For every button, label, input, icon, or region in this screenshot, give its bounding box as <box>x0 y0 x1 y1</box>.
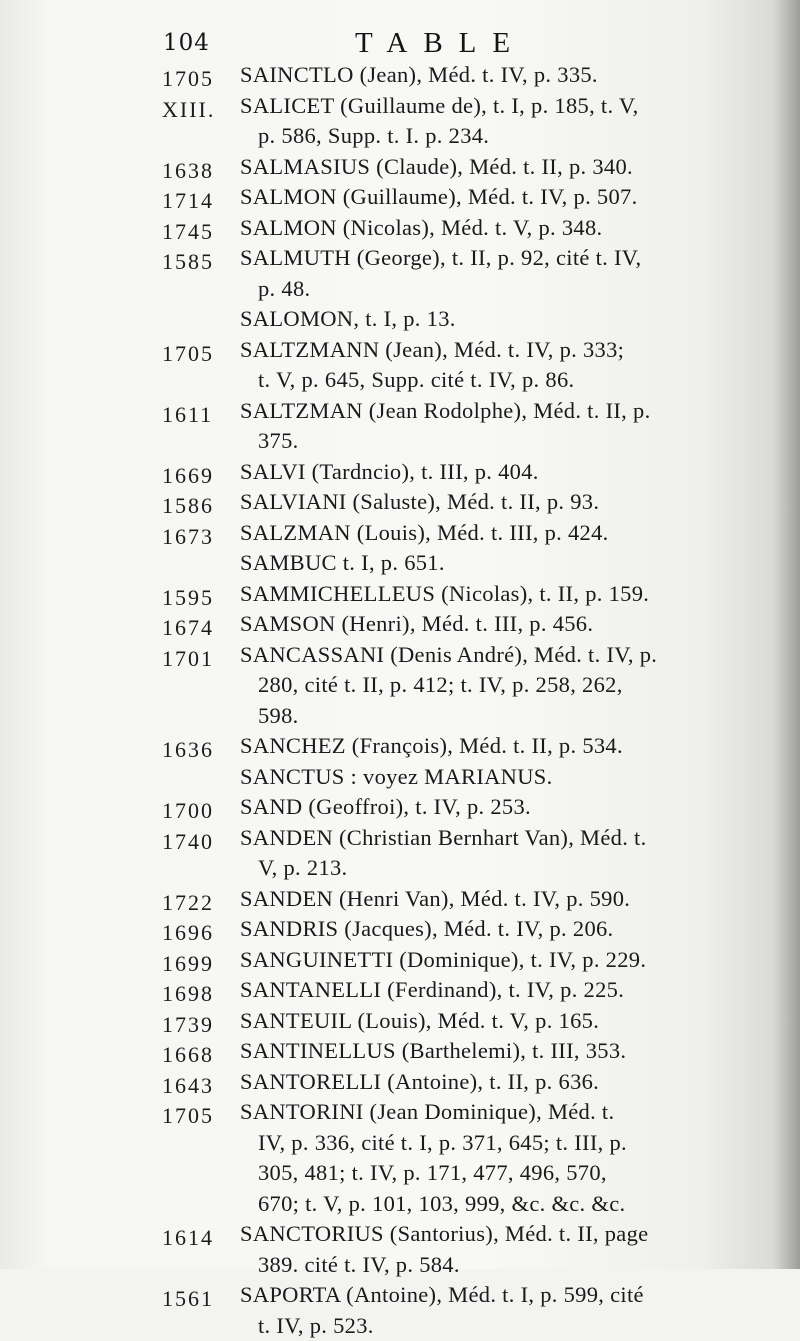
entry-text: SANTORELLI (Antoine), t. II, p. 636. <box>240 1067 770 1098</box>
entry-text: SANCASSANI (Denis André), Méd. t. IV, p. <box>240 640 770 671</box>
entry-year: 1643 <box>162 1073 214 1099</box>
entry-text: SAMBUC t. I, p. 651. <box>240 548 770 579</box>
index-entry <box>0 243 800 304</box>
index-entry <box>0 396 800 457</box>
entry-year: 1638 <box>162 158 214 184</box>
entry-text: SANDEN (Henri Van), Méd. t. IV, p. 590. <box>240 884 770 915</box>
entry-text: SALVIANI (Saluste), Méd. t. II, p. 93. <box>240 487 770 518</box>
entry-text: SANTEUIL (Louis), Méd. t. V, p. 165. <box>240 1006 770 1037</box>
index-entry <box>0 60 800 91</box>
index-entry <box>0 1280 800 1341</box>
entry-year: 1614 <box>162 1225 214 1251</box>
entry-year: 1698 <box>162 981 214 1007</box>
entry-continuation: 598. <box>258 701 788 732</box>
entry-text: SANCHEZ (François), Méd. t. II, p. 534. <box>240 731 770 762</box>
entry-year: 1739 <box>162 1012 214 1038</box>
entry-continuation: 670; t. V, p. 101, 103, 999, &c. &c. &c. <box>258 1189 788 1220</box>
entry-text: SAND (Geoffroi), t. IV, p. 253. <box>240 792 770 823</box>
entry-year: 1595 <box>162 585 214 611</box>
entry-text: SAMMICHELLEUS (Nicolas), t. II, p. 159. <box>240 579 770 610</box>
entry-continuation: IV, p. 336, cité t. I, p. 371, 645; t. III, p. <box>258 1128 788 1159</box>
index-entry <box>0 335 800 396</box>
entry-year: 1611 <box>162 402 213 428</box>
entry-year: 1745 <box>162 219 214 245</box>
entry-text: SALMON (Guillaume), Méd. t. IV, p. 507. <box>240 182 770 213</box>
index-entry <box>0 457 800 488</box>
index-entry <box>0 213 800 244</box>
entry-text: SAPORTA (Antoine), Méd. t. I, p. 599, cité <box>240 1280 770 1311</box>
entry-text: SANTINELLUS (Barthelemi), t. III, 353. <box>240 1036 770 1067</box>
entry-text: SANGUINETTI (Dominique), t. IV, p. 229. <box>240 945 770 976</box>
entry-year: 1561 <box>162 1286 214 1312</box>
entry-text: SANDEN (Christian Bernhart Van), Méd. t. <box>240 823 770 854</box>
page-number: 104 <box>163 30 210 56</box>
index-entry <box>0 579 800 610</box>
entry-continuation: 389. cité t. IV, p. 584. <box>258 1250 788 1281</box>
entry-year: 1705 <box>162 341 214 367</box>
index-entry <box>0 1097 800 1219</box>
index-entry <box>0 884 800 915</box>
entry-text: SANDRIS (Jacques), Méd. t. IV, p. 206. <box>240 914 770 945</box>
index-entry <box>0 945 800 976</box>
index-entry <box>0 762 800 793</box>
entry-continuation: 305, 481; t. IV, p. 171, 477, 496, 570, <box>258 1158 788 1189</box>
entry-text: SALVI (Tardncio), t. III, p. 404. <box>240 457 770 488</box>
entry-year: 1668 <box>162 1042 214 1068</box>
index-entry <box>0 1006 800 1037</box>
index-entry <box>0 182 800 213</box>
entry-year: 1722 <box>162 890 214 916</box>
index-entry <box>0 609 800 640</box>
entry-year: 1705 <box>162 66 214 92</box>
entry-text: SALTZMANN (Jean), Méd. t. IV, p. 333; <box>240 335 770 366</box>
entry-year: 1696 <box>162 920 214 946</box>
entry-text: SALZMAN (Louis), Méd. t. III, p. 424. <box>240 518 770 549</box>
entry-continuation: t. V, p. 645, Supp. cité t. IV, p. 86. <box>258 365 788 396</box>
index-entry <box>0 548 800 579</box>
index-entry <box>0 91 800 152</box>
index-entry <box>0 792 800 823</box>
entry-continuation: 375. <box>258 426 788 457</box>
index-entry <box>0 1036 800 1067</box>
entry-year: 1673 <box>162 524 214 550</box>
entry-text: SANCTORIUS (Santorius), Méd. t. II, page <box>240 1219 770 1250</box>
entry-text: SALMON (Nicolas), Méd. t. V, p. 348. <box>240 213 770 244</box>
entry-text: SALMASIUS (Claude), Méd. t. II, p. 340. <box>240 152 770 183</box>
entry-year: 1585 <box>162 249 214 275</box>
entry-continuation: V, p. 213. <box>258 853 788 884</box>
entry-text: SAINCTLO (Jean), Méd. t. IV, p. 335. <box>240 60 770 91</box>
index-entry <box>0 152 800 183</box>
index-entry <box>0 304 800 335</box>
entry-year: 1705 <box>162 1103 214 1129</box>
index-entry <box>0 640 800 732</box>
entry-text: SANTANELLI (Ferdinand), t. IV, p. 225. <box>240 975 770 1006</box>
entry-year: XIII. <box>162 97 215 123</box>
index-entry <box>0 975 800 1006</box>
entry-continuation: p. 48. <box>258 274 788 305</box>
entry-text: SANTORINI (Jean Dominique), Méd. t. <box>240 1097 770 1128</box>
entry-year: 1674 <box>162 615 214 641</box>
index-entry <box>0 1067 800 1098</box>
entry-text: SALMUTH (George), t. II, p. 92, cité t. IV, <box>240 243 770 274</box>
index-entry <box>0 1219 800 1280</box>
index-entry <box>0 731 800 762</box>
index-entry <box>0 518 800 549</box>
entry-text: SALTZMAN (Jean Rodolphe), Méd. t. II, p. <box>240 396 770 427</box>
entry-continuation: t. IV, p. 523. <box>258 1311 788 1341</box>
index-entry <box>0 487 800 518</box>
entry-year: 1699 <box>162 951 214 977</box>
index-entry <box>0 914 800 945</box>
entry-year: 1714 <box>162 188 214 214</box>
entry-text: SANCTUS : voyez MARIANUS. <box>240 762 770 793</box>
entry-year: 1700 <box>162 798 214 824</box>
entry-text: SAMSON (Henri), Méd. t. III, p. 456. <box>240 609 770 640</box>
index-entry <box>0 823 800 884</box>
running-title: TABLE <box>355 27 526 60</box>
entry-year: 1636 <box>162 737 214 763</box>
entry-year: 1586 <box>162 493 214 519</box>
entry-year: 1701 <box>162 646 214 672</box>
index-entries <box>0 60 800 1341</box>
entry-year: 1669 <box>162 463 214 489</box>
entry-continuation: 280, cité t. II, p. 412; t. IV, p. 258, 262, <box>258 670 788 701</box>
entry-continuation: p. 586, Supp. t. I. p. 234. <box>258 121 788 152</box>
entry-year: 1740 <box>162 829 214 855</box>
entry-text: SALICET (Guillaume de), t. I, p. 185, t. V, <box>240 91 770 122</box>
entry-text: SALOMON, t. I, p. 13. <box>240 304 770 335</box>
